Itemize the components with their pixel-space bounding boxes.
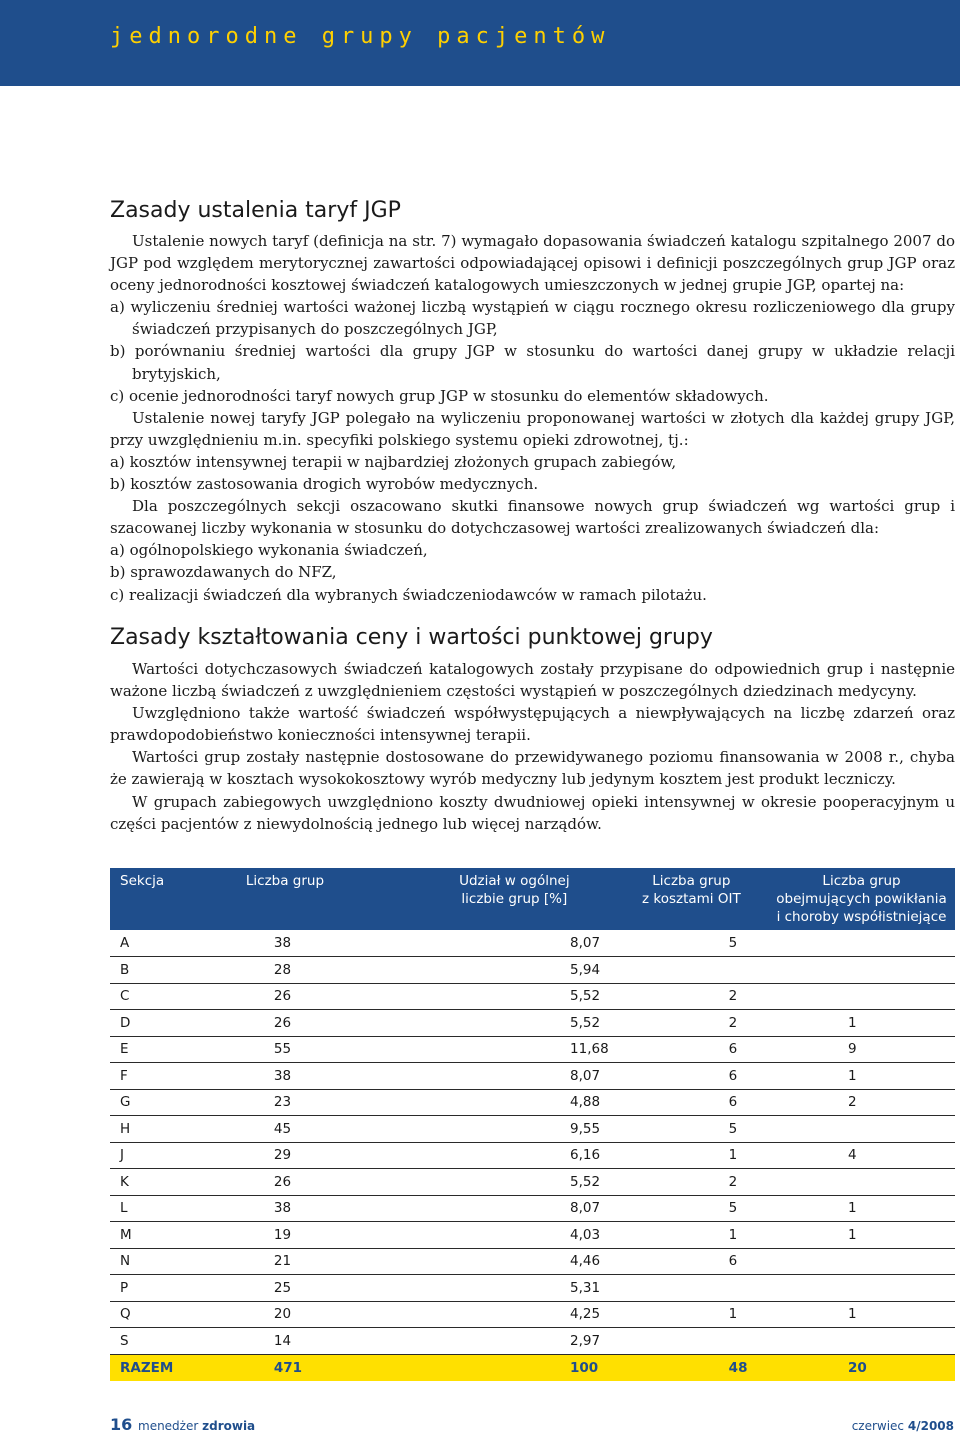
table-cell [768, 1275, 955, 1302]
table-cell: C [110, 983, 216, 1010]
table-cell: K [110, 1169, 216, 1196]
col-header-complications: Liczba grup obejmujących powikłania i choroby współistniejące [768, 868, 955, 930]
table-cell [768, 1248, 955, 1275]
table-total-cell: 100 [414, 1354, 615, 1381]
section2-heading: Zasady kształtowania ceny i wartości punktowej grupy [110, 625, 713, 650]
section1-paragraph-0: Ustalenie nowych taryf (definicja na str. 7) wymagało dopasowania świadczeń katalogu szpitalnego 2007 do JGP pod względem merytorycznej zawartości odpowiadającej opisowi i definicji poszczególnych grup JGP oraz oceny jednorodności kosztowej świadczeń katalogowych umieszczonych w jednej grupie JGP, opartej na: [110, 232, 955, 295]
table-cell: 25 [216, 1275, 414, 1302]
table-cell: 1 [615, 1142, 768, 1169]
table-header-row [110, 868, 955, 930]
table-row [110, 1010, 955, 1037]
table-cell: 21 [216, 1248, 414, 1275]
table-cell: 2 [615, 983, 768, 1010]
magazine-name [138, 1419, 255, 1433]
section1-paragraph-6: b) kosztów zastosowania drogich wyrobów medycznych. [110, 475, 539, 494]
table-cell: G [110, 1089, 216, 1116]
table-cell: E [110, 1036, 216, 1063]
groups-table [110, 868, 955, 1381]
page-number: 16 [110, 1415, 133, 1434]
table-cell: 4 [768, 1142, 955, 1169]
issue-date [852, 1419, 954, 1433]
table-cell: 6 [615, 1036, 768, 1063]
table-cell: 6 [615, 1248, 768, 1275]
table-row [110, 1036, 955, 1063]
table-cell: Q [110, 1301, 216, 1328]
table-cell [768, 1116, 955, 1143]
table-total-cell: RAZEM [110, 1354, 216, 1381]
table-row [110, 1222, 955, 1249]
table-cell: F [110, 1063, 216, 1090]
table-cell: D [110, 1010, 216, 1037]
table-row [110, 1301, 955, 1328]
section1-paragraph-2: b) porównaniu średniej wartości dla grupy JGP w stosunku do wartości danej grupy w układzie relacji brytyjskich, [110, 342, 955, 383]
table-cell: 14 [216, 1328, 414, 1355]
issue-month: czerwiec [851, 1419, 905, 1433]
table-cell [768, 1169, 955, 1196]
section2-paragraph-2: Wartości grup zostały następnie dostosowane do przewidywanego poziomu finansowania w 2008 r., chyba że zawierają w kosztach wysokokosztowy wyrób medyczny lub jedynym kosztem jest produkt leczniczy. [110, 748, 955, 789]
table-cell: 8,07 [414, 1063, 615, 1090]
table-cell: 5,52 [414, 1010, 615, 1037]
table-cell: 5 [615, 1116, 768, 1143]
table-cell: 38 [216, 1195, 414, 1222]
table-cell: 45 [216, 1116, 414, 1143]
header-bar [0, 0, 960, 86]
section2-paragraph-3: W grupach zabiegowych uwzględniono koszty dwudniowej opieki intensywnej w okresie pooperacyjnym u części pacjentów z niewydolnością jednego lub więcej narządów. [110, 792, 955, 833]
table-cell: 38 [216, 930, 414, 957]
table-cell: 26 [216, 983, 414, 1010]
table-total-row [110, 1354, 955, 1381]
table-total-cell: 20 [768, 1354, 955, 1381]
table-cell: 23 [216, 1089, 414, 1116]
table-row [110, 930, 955, 957]
table-cell: L [110, 1195, 216, 1222]
table-cell: 1 [768, 1222, 955, 1249]
table-cell: 2 [615, 1010, 768, 1037]
table-cell: 5 [615, 1195, 768, 1222]
table-cell: 28 [216, 957, 414, 984]
table-cell: 5,52 [414, 983, 615, 1010]
table-cell: 6 [615, 1089, 768, 1116]
table-cell: 1 [615, 1301, 768, 1328]
table-cell: 1 [768, 1063, 955, 1090]
table-cell: 11,68 [414, 1036, 615, 1063]
table-cell: B [110, 957, 216, 984]
magazine-name-bold: zdrowia [202, 1419, 256, 1433]
header-title: jednorodne grupy pacjentów [110, 24, 611, 49]
table-cell: 5 [615, 930, 768, 957]
table-cell [615, 957, 768, 984]
table-row [110, 1248, 955, 1275]
table-total-cell: 48 [615, 1354, 768, 1381]
col-header-section: Sekcja [110, 868, 216, 930]
table-cell: 20 [216, 1301, 414, 1328]
table-cell [768, 983, 955, 1010]
table-cell: 6,16 [414, 1142, 615, 1169]
table-cell: 26 [216, 1010, 414, 1037]
table-cell: 55 [216, 1036, 414, 1063]
table-cell [768, 957, 955, 984]
table-cell [615, 1275, 768, 1302]
table-cell: 1 [768, 1301, 955, 1328]
table-cell: 26 [216, 1169, 414, 1196]
table-row [110, 1275, 955, 1302]
section2-paragraph-1: Uwzględniono także wartość świadczeń współwystępujących a niewpływających na liczbę zdarzeń oraz prawdopodobieństwo konieczności intensywnej terapii. [110, 704, 955, 745]
table-row [110, 1089, 955, 1116]
table-cell: 5,31 [414, 1275, 615, 1302]
table-total-cell: 471 [216, 1354, 414, 1381]
table-cell: A [110, 930, 216, 957]
section1-paragraph-9: b) sprawozdawanych do NFZ, [110, 563, 337, 582]
table-cell [615, 1328, 768, 1355]
table-cell: 5,94 [414, 957, 615, 984]
table-cell: 4,88 [414, 1089, 615, 1116]
section1-paragraph-5: a) kosztów intensywnej terapii w najbardziej złożonych grupach zabiegów, [110, 452, 677, 471]
table-cell: 1 [768, 1195, 955, 1222]
table-row [110, 1063, 955, 1090]
table-cell: M [110, 1222, 216, 1249]
section1-body [110, 230, 955, 606]
table-cell: P [110, 1275, 216, 1302]
table-cell: S [110, 1328, 216, 1355]
table-cell: 4,25 [414, 1301, 615, 1328]
table-cell: 8,07 [414, 930, 615, 957]
section1-paragraph-7: Dla poszczególnych sekcji oszacowano skutki finansowe nowych grup świadczeń wg wartości grup i szacowanej liczby wykonania w stosunku do dotychczasowej wartości zrealizowanych świadczeń dla: [110, 497, 955, 538]
table-cell: 9,55 [414, 1116, 615, 1143]
section1-paragraph-8: a) ogólnopolskiego wykonania świadczeń, [110, 541, 428, 560]
table-cell: 19 [216, 1222, 414, 1249]
table-row [110, 1195, 955, 1222]
table-cell: 5,52 [414, 1169, 615, 1196]
section1-paragraph-1: a) wyliczeniu średniej wartości ważonej liczbą wystąpień w ciągu rocznego okresu rozliczeniowego dla grupy świadczeń przypisanych do poszczególnych JGP, [110, 298, 955, 339]
table-cell: 4,03 [414, 1222, 615, 1249]
table-row [110, 1142, 955, 1169]
table-cell: 2 [615, 1169, 768, 1196]
magazine-name-light: menedżer [138, 1419, 199, 1433]
section2-paragraph-0: Wartości dotychczasowych świadczeń katalogowych zostały przypisane do odpowiednich grup i następnie ważone liczbą świadczeń z uwzględnieniem częstości wystąpień w poszczególnych dziedzinach medycyny. [110, 660, 955, 701]
col-header-oit: Liczba grup z kosztami OIT [615, 868, 768, 930]
table-cell: 8,07 [414, 1195, 615, 1222]
table-cell: 1 [615, 1222, 768, 1249]
table-cell: 1 [768, 1010, 955, 1037]
section2-body [110, 658, 955, 835]
table-cell [768, 930, 955, 957]
table-row [110, 1169, 955, 1196]
issue-number: 4/2008 [907, 1419, 954, 1433]
section1-paragraph-10: c) realizacji świadczeń dla wybranych świadczeniodawców w ramach pilotażu. [110, 585, 707, 604]
table-row [110, 1328, 955, 1355]
section1-paragraph-3: c) ocenie jednorodności taryf nowych grup JGP w stosunku do elementów składowych. [110, 386, 769, 405]
table-cell [768, 1328, 955, 1355]
table-cell: 4,46 [414, 1248, 615, 1275]
table-row [110, 957, 955, 984]
table-cell: 38 [216, 1063, 414, 1090]
table-cell: H [110, 1116, 216, 1143]
table-cell: J [110, 1142, 216, 1169]
table-cell: 9 [768, 1036, 955, 1063]
table-cell: 29 [216, 1142, 414, 1169]
table-cell: 6 [615, 1063, 768, 1090]
col-header-group-count: Liczba grup [216, 868, 414, 930]
table-row [110, 983, 955, 1010]
col-header-share: Udział w ogólnej liczbie grup [%] [414, 868, 615, 930]
table-cell: 2 [768, 1089, 955, 1116]
table-cell: N [110, 1248, 216, 1275]
table-cell: 2,97 [414, 1328, 615, 1355]
section1-paragraph-4: Ustalenie nowej taryfy JGP polegało na wyliczeniu proponowanej wartości w złotych dla każdej grupy JGP, przy uwzględnieniu m.in. specyfiki polskiego systemu opieki zdrowotnej, tj.: [110, 408, 955, 449]
section1-heading: Zasady ustalenia taryf JGP [110, 198, 401, 223]
table-row [110, 1116, 955, 1143]
